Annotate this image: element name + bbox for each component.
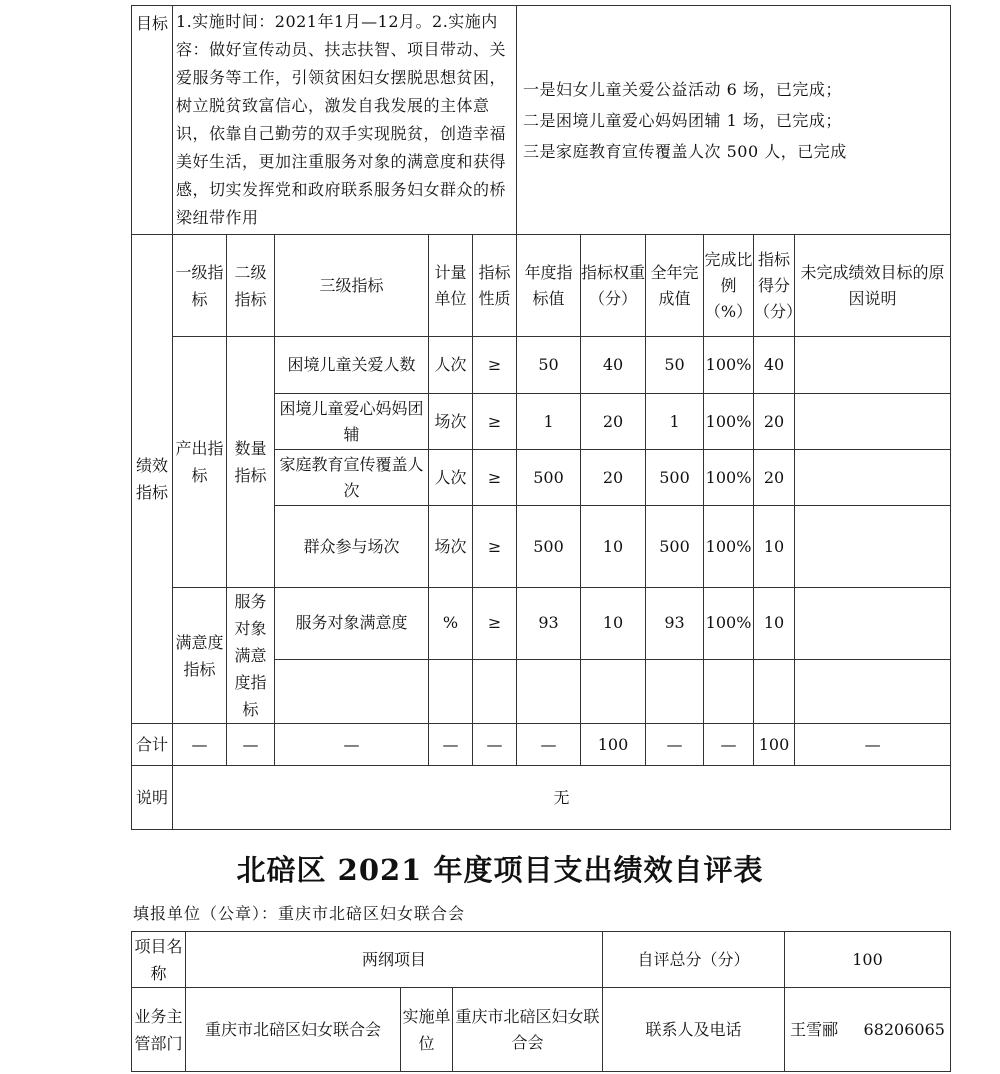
- row-actual: 500: [646, 506, 704, 588]
- header-nature: 指标性质: [473, 235, 517, 337]
- quantity-indicator-label: 数量指标: [227, 337, 275, 588]
- total-dash: —: [227, 724, 275, 766]
- empty-cell: [517, 659, 581, 723]
- row-score: 10: [754, 588, 795, 660]
- row-reason: [795, 450, 951, 506]
- empty-cell: [275, 659, 429, 723]
- total-score: 100: [754, 724, 795, 766]
- header-level1: 一级指标: [173, 235, 227, 337]
- project-name-label: 项目名称: [132, 932, 186, 988]
- row-nature: ≥: [473, 506, 517, 588]
- dept: 重庆市北碚区妇女联合会: [186, 988, 401, 1072]
- total-label: 合计: [132, 724, 173, 766]
- row-name: 困境儿童爱心妈妈团辅: [275, 394, 429, 450]
- row-actual: 50: [646, 337, 704, 394]
- total-dash: —: [646, 724, 704, 766]
- project-name: 两纲项目: [186, 932, 603, 988]
- header-reason: 未完成绩效目标的原因说明: [795, 235, 951, 337]
- service-satisfaction-label: 服务对象满意度指标: [227, 588, 275, 724]
- row-name: 服务对象满意度: [275, 588, 429, 660]
- project-info-table: [131, 931, 951, 1072]
- row-reason: [795, 394, 951, 450]
- header-score: 指标得分（分）: [754, 235, 795, 337]
- total-dash: —: [704, 724, 754, 766]
- empty-cell: [429, 659, 473, 723]
- contact-phone: 68206065: [863, 1019, 945, 1039]
- completion-line-3: 三是家庭教育宣传覆盖人次 500 人，已完成: [523, 141, 847, 161]
- row-score: 20: [754, 450, 795, 506]
- total-dash: —: [173, 724, 227, 766]
- row-name: 困境儿童关爱人数: [275, 337, 429, 394]
- performance-table: [131, 5, 951, 830]
- row-target: 500: [517, 450, 581, 506]
- total-weight: 100: [581, 724, 646, 766]
- row-weight: 10: [581, 506, 646, 588]
- row-ratio: 100%: [704, 450, 754, 506]
- row-nature: ≥: [473, 588, 517, 660]
- perf-indicator-label: 绩效指标: [132, 235, 173, 724]
- impl: 重庆市北碚区妇女联合会: [453, 988, 603, 1072]
- header-level2: 二级指标: [227, 235, 275, 337]
- total-dash: —: [473, 724, 517, 766]
- empty-cell: [473, 659, 517, 723]
- row-unit: 场次: [429, 506, 473, 588]
- completion-line-1: 一是妇女儿童关爱公益活动 6 场，已完成；: [523, 79, 842, 99]
- goal-completion: [517, 6, 951, 235]
- row-unit: 人次: [429, 337, 473, 394]
- empty-cell: [581, 659, 646, 723]
- row-unit: %: [429, 588, 473, 660]
- row-score: 10: [754, 506, 795, 588]
- row-reason: [795, 506, 951, 588]
- empty-cell: [754, 659, 795, 723]
- row-weight: 20: [581, 450, 646, 506]
- empty-cell: [704, 659, 754, 723]
- row-ratio: 100%: [704, 588, 754, 660]
- row-actual: 93: [646, 588, 704, 660]
- row-ratio: 100%: [704, 394, 754, 450]
- dept-label: 业务主管部门: [132, 988, 186, 1072]
- row-unit: 人次: [429, 450, 473, 506]
- self-score-label: 自评总分（分）: [603, 932, 785, 988]
- satisfaction-indicator-label: 满意度指标: [173, 588, 227, 724]
- row-actual: 1: [646, 394, 704, 450]
- filling-unit: 填报单位（公章）：重庆市北碚区妇女联合会: [133, 904, 466, 923]
- row-target: 93: [517, 588, 581, 660]
- row-nature: ≥: [473, 337, 517, 394]
- header-level3: 三级指标: [275, 235, 429, 337]
- row-reason: [795, 588, 951, 660]
- output-indicator-label: 产出指标: [173, 337, 227, 588]
- note-label: 说明: [132, 766, 173, 830]
- completion-line-2: 二是困境儿童爱心妈妈团辅 1 场，已完成；: [523, 110, 842, 130]
- total-dash: —: [429, 724, 473, 766]
- contact-name: 王雪郦: [790, 1019, 839, 1039]
- empty-cell: [795, 659, 951, 723]
- total-dash: —: [275, 724, 429, 766]
- empty-cell: [646, 659, 704, 723]
- impl-label: 实施单位: [401, 988, 453, 1072]
- row-unit: 场次: [429, 394, 473, 450]
- row-weight: 10: [581, 588, 646, 660]
- total-dash: —: [795, 724, 951, 766]
- row-target: 500: [517, 506, 581, 588]
- row-nature: ≥: [473, 394, 517, 450]
- row-score: 40: [754, 337, 795, 394]
- row-reason: [795, 337, 951, 394]
- row-weight: 40: [581, 337, 646, 394]
- row-ratio: 100%: [704, 337, 754, 394]
- header-unit: 计量单位: [429, 235, 473, 337]
- header-annual-target: 年度指标值: [517, 235, 581, 337]
- row-target: 1: [517, 394, 581, 450]
- contact-label: 联系人及电话: [603, 988, 785, 1072]
- header-weight: 指标权重（分）: [581, 235, 646, 337]
- header-ratio: 完成比例（%）: [704, 235, 754, 337]
- row-name: 群众参与场次: [275, 506, 429, 588]
- row-ratio: 100%: [704, 506, 754, 588]
- contact: [785, 988, 951, 1072]
- total-dash: —: [517, 724, 581, 766]
- row-weight: 20: [581, 394, 646, 450]
- goal-label: 目标: [132, 6, 173, 235]
- row-actual: 500: [646, 450, 704, 506]
- goal-target-text: 1.实施时间：2021年1月—12月。2.实施内容：做好宣传动员、扶志扶智、项目带动、关爱服务等工作，引领贫困妇女摆脱思想贫困，树立脱贫致富信心，激发自我发展的主体意识，依靠自己勤劳的双手实现脱贫，创造幸福美好生活，更加注重服务对象的满意度和获得感，切实发挥党和政府联系服务妇女群众的桥梁纽带作用: [173, 6, 517, 235]
- page-title: 北碚区 2021 年度项目支出绩效自评表: [236, 853, 764, 887]
- note-value: 无: [173, 766, 951, 830]
- self-score: 100: [785, 932, 951, 988]
- header-actual: 全年完成值: [646, 235, 704, 337]
- row-nature: ≥: [473, 450, 517, 506]
- row-score: 20: [754, 394, 795, 450]
- row-name: 家庭教育宣传覆盖人次: [275, 450, 429, 506]
- row-target: 50: [517, 337, 581, 394]
